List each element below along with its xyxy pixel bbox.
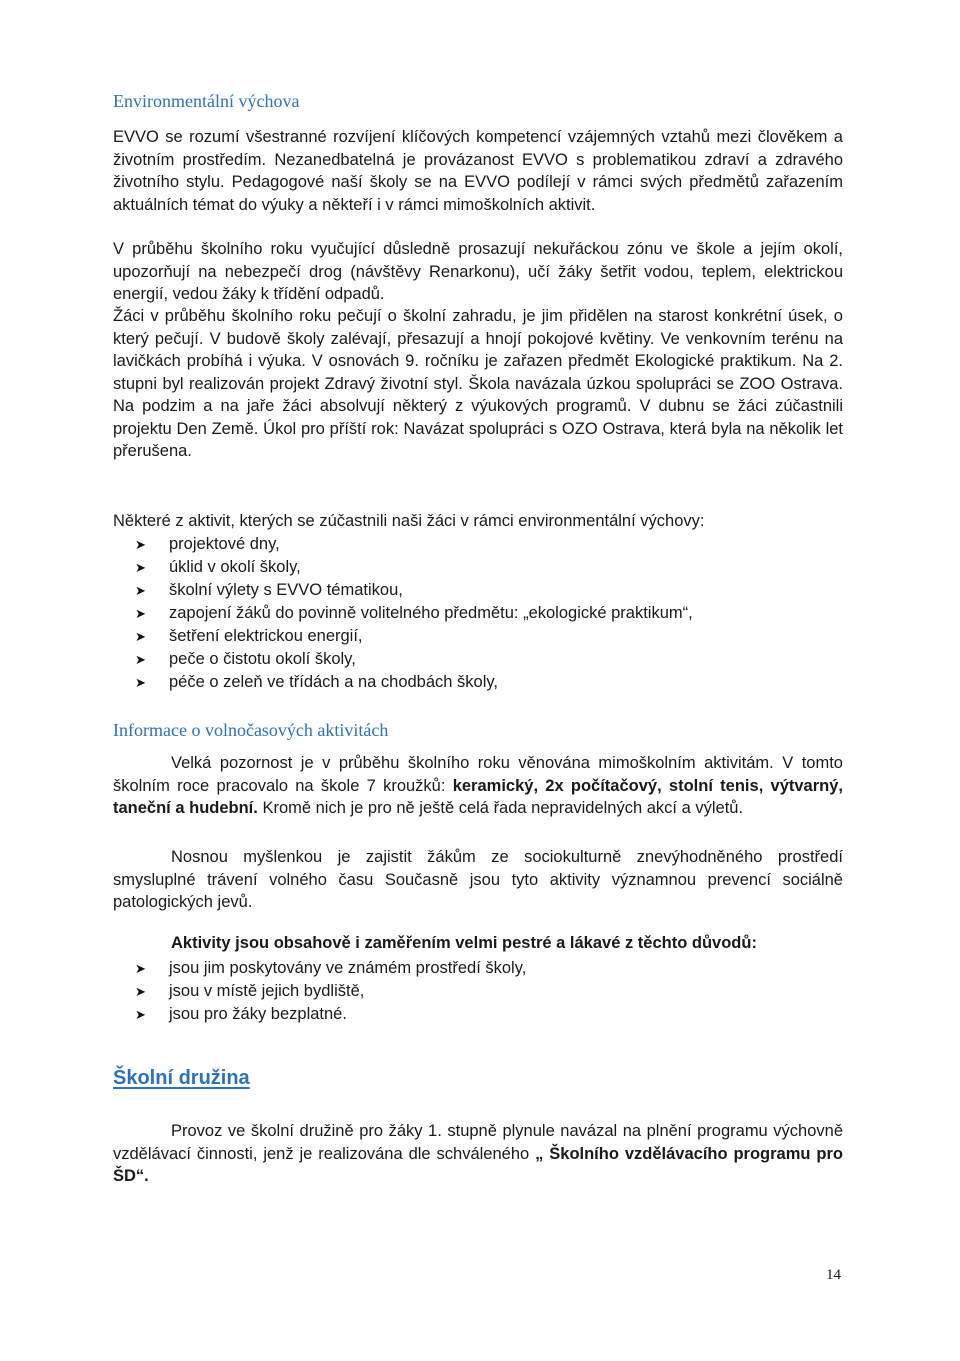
arrowhead-bullet-icon: ➤ bbox=[135, 629, 146, 644]
env-paragraph-1: EVVO se rozumí všestranné rozvíjení klíčových kompetencí vzájemných vztahů mezi člověkem a životním prostředím. Nezanedbatelná je provázanost EVVO s problematikou zdraví a zdravého životního stylu. Pedagogové naší školy se na EVVO podílejí v rámci svých předmětů zařazením aktuálních témat do výuky a někteří i v rámci mimoškolních aktivit. bbox=[113, 128, 843, 214]
arrowhead-bullet-icon: ➤ bbox=[135, 560, 146, 575]
list-item: ➤ péče o zeleň ve třídách a na chodbách školy, bbox=[135, 671, 693, 694]
arrowhead-bullet-icon: ➤ bbox=[135, 984, 146, 999]
arrowhead-bullet-icon: ➤ bbox=[135, 606, 146, 621]
list-item: ➤ peče o čistotu okolí školy, bbox=[135, 648, 693, 671]
env-activity-list bbox=[135, 533, 693, 694]
arrowhead-bullet-icon: ➤ bbox=[135, 652, 146, 667]
env-paragraph-2: V průběhu školního roku vyučující důsledně prosazují nekuřáckou zónu ve škole a jejím okolí, upozorňují na nebezpečí drog (návštěvy Renarkonu), učí žáky šetřit vodou, teplem, elektrickou energií, vedou žáky k třídění odpadů. bbox=[113, 240, 843, 303]
page-number: 14 bbox=[826, 1267, 841, 1283]
env-list-intro: Některé z aktivit, kterých se zúčastnili naši žáci v rámci environmentální výchovy: bbox=[113, 512, 705, 530]
arrowhead-bullet-icon: ➤ bbox=[135, 961, 146, 976]
list-item: ➤ úklid v okolí školy, bbox=[135, 556, 693, 579]
list-item: ➤ jsou pro žáky bezplatné. bbox=[135, 1003, 526, 1026]
section-title-leisure: Informace o volnočasových aktivitách bbox=[113, 720, 389, 740]
list-item: ➤ jsou jim poskytovány ve známém prostředí školy, bbox=[135, 957, 526, 980]
list-item: ➤ šetření elektrickou energií, bbox=[135, 625, 693, 648]
club-paragraph: Provoz ve školní družině pro žáky 1. stupně plynule navázal na plnění programu výchovně vzdělávací činnosti, jenž je realizována dle schváleného „ Školního vzdělávacího programu pro ŠD“. bbox=[113, 1122, 843, 1185]
arrowhead-bullet-icon: ➤ bbox=[135, 583, 146, 598]
list-item: ➤ školní výlety s EVVO tématikou, bbox=[135, 579, 693, 602]
section-title-club: Školní družina bbox=[113, 1067, 250, 1089]
env-paragraph-3: Žáci v průběhu školního roku pečují o školní zahradu, je jim přidělen na starost konkrétní úsek, o který pečují. V budově školy zalévají, přesazují a hnojí pokojové květiny. Ve venkovním terénu na lavičkách probíhá i výuka. V osnovách 9. ročníku je zařazen předmět Ekologické praktikum. Na 2. stupni byl realizován projekt Zdravý životní styl. Škola navázala úzkou spolupráci se ZOO Ostrava. Na podzim a na jaře žáci absolvují některý z výukových programů. V dubnu se žáci zúčastnili projektu Den Země. Úkol pro příští rok: Navázat spolupráci s OZO Ostrava, která byla na několik let přerušena. bbox=[113, 307, 843, 460]
arrowhead-bullet-icon: ➤ bbox=[135, 675, 146, 690]
reasons-list bbox=[135, 957, 526, 1026]
arrowhead-bullet-icon: ➤ bbox=[135, 1007, 146, 1022]
section-title-environmental: Environmentální výchova bbox=[113, 91, 300, 111]
list-item: ➤ projektové dny, bbox=[135, 533, 693, 556]
list-item: ➤ jsou v místě jejich bydliště, bbox=[135, 980, 526, 1003]
list-item: ➤ zapojení žáků do povinně volitelného předmětu: „ekologické praktikum“, bbox=[135, 602, 693, 625]
leisure-paragraph-1: Velká pozornost je v průběhu školního roku věnována mimoškolním aktivitám. V tomto školním roce pracovalo na škole 7 kroužků: keramický, 2x počítačový, stolní tenis, výtvarný, taneční a hudební. Kromě nich je pro ně ještě celá řada nepravidelných akcí a výletů. bbox=[113, 754, 843, 817]
leisure-paragraph-2: Nosnou myšlenkou je zajistit žákům ze sociokulturně znevýhodněného prostředí smysluplné trávení volného času Současně jsou tyto aktivity významnou prevencí sociálně patologických jevů. bbox=[113, 848, 843, 911]
arrowhead-bullet-icon: ➤ bbox=[135, 537, 146, 552]
reasons-heading: Aktivity jsou obsahově i zaměřením velmi pestré a lákavé z těchto důvodů: bbox=[171, 934, 757, 952]
